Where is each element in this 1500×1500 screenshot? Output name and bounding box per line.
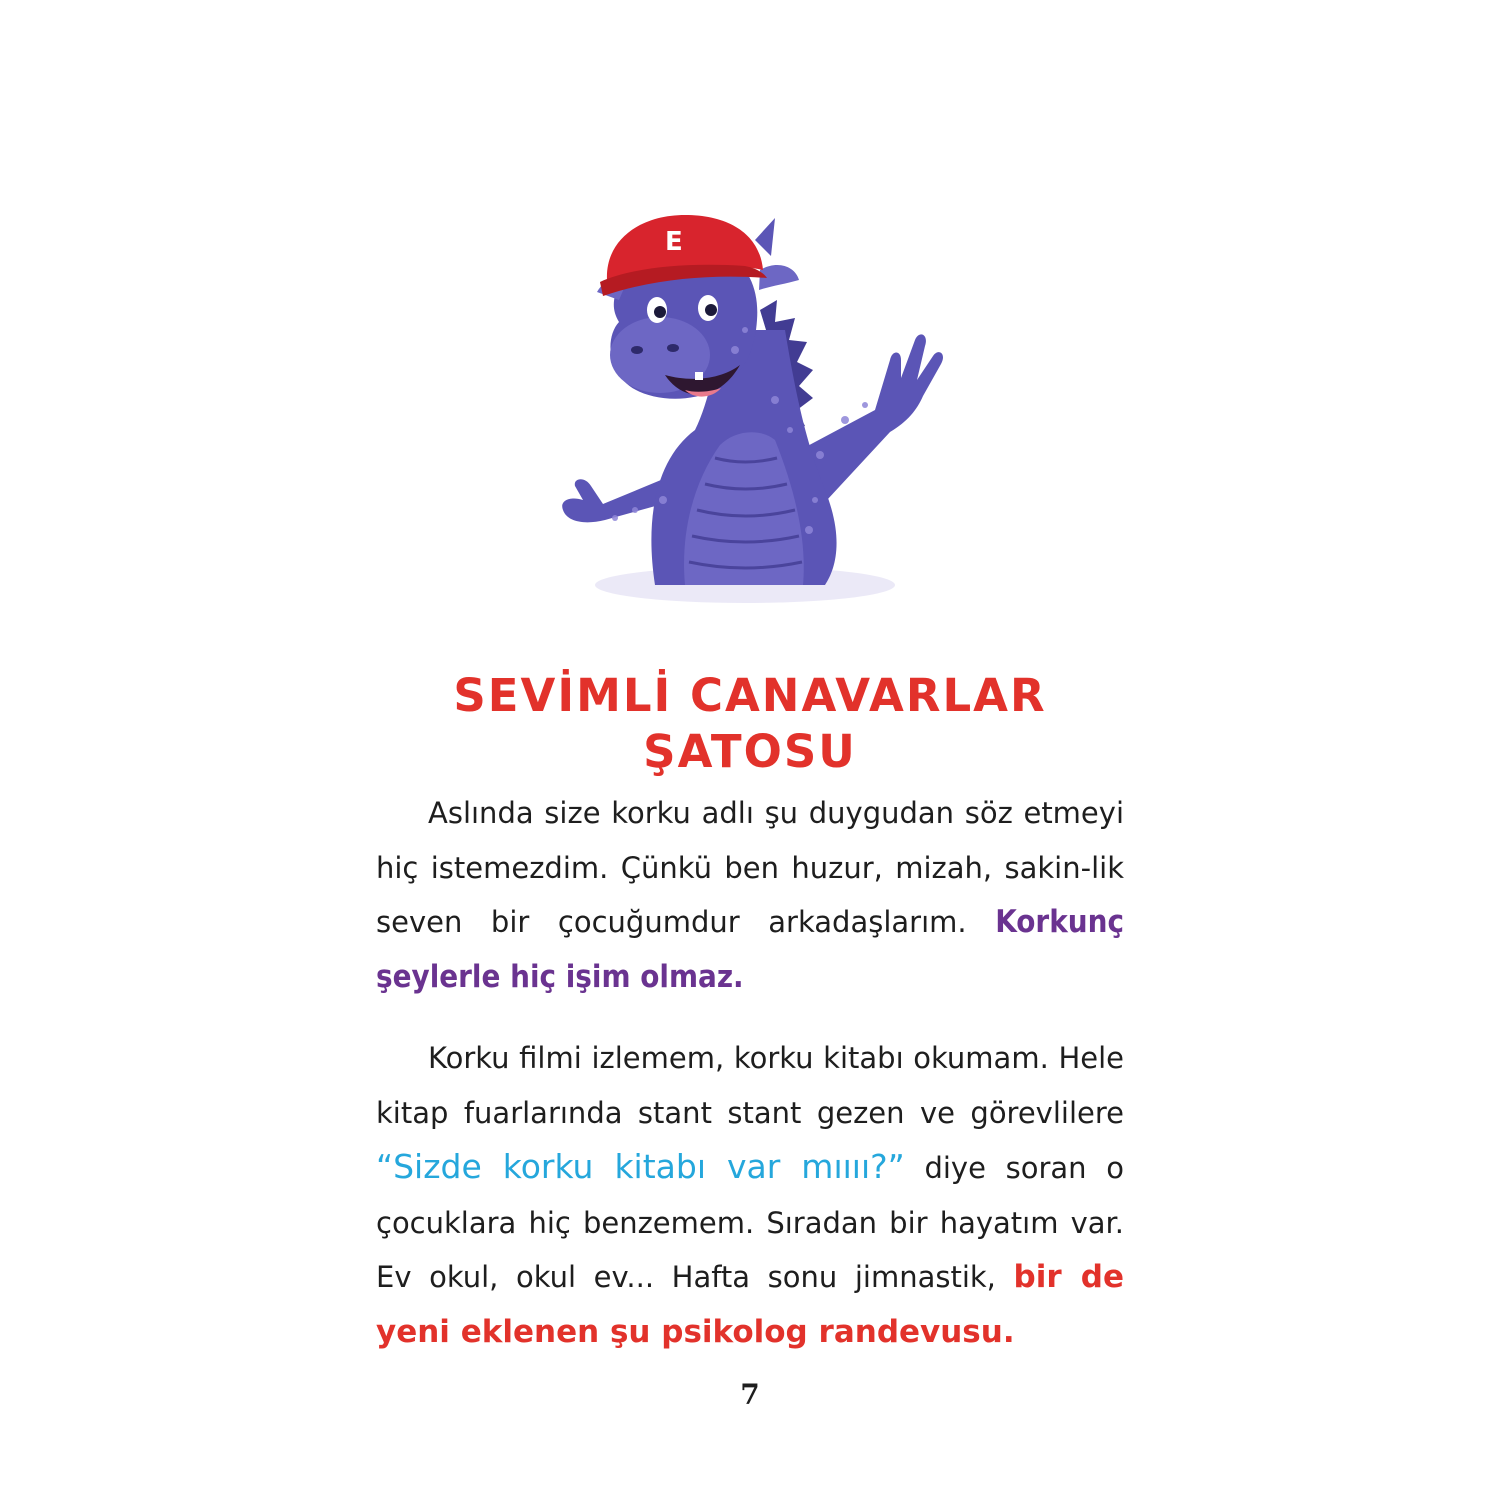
paragraph-1 — [376, 786, 1124, 1004]
chapter-title-line1: SEVİMLİ CANAVARLAR — [453, 669, 1047, 722]
paragraph-2-highlight: bir de yeni eklenen şu psikolog randevusu. — [376, 1259, 1124, 1350]
paragraph-2 — [376, 1031, 1124, 1359]
paragraph-1-text: Aslında size korku adlı şu duygudan söz etmeyi hiç istemezdim. Çünkü ben huzur, mizah, sakin-lik seven bir çocuğumdur arkadaşlarım. — [376, 796, 1124, 939]
page-number: 7 — [740, 1378, 760, 1411]
paragraph-2-text-middle: diye soran o çocuklara hiç benzemem. Sıradan bir hayatım var. Ev okul, okul ev... Hafta sonu jimnastik, — [376, 1151, 1125, 1294]
paragraph-2-text-before: Korku filmi izlemem, korku kitabı okumam. Hele kitap fuarlarında stant stant gezen ve görevlilere — [376, 1041, 1124, 1130]
dragon-illustration — [545, 200, 965, 610]
cap-letter: E — [665, 227, 683, 257]
chapter-title-line2: ŞATOSU — [643, 725, 857, 778]
paragraph-1-highlight: Korkunç şeylerle hiç işim olmaz. — [376, 904, 1124, 995]
paragraph-2-quote: “Sizde korku kitabı var mıııı?” — [376, 1147, 905, 1186]
chapter-body — [376, 786, 1124, 1359]
chapter-title — [375, 668, 1125, 780]
